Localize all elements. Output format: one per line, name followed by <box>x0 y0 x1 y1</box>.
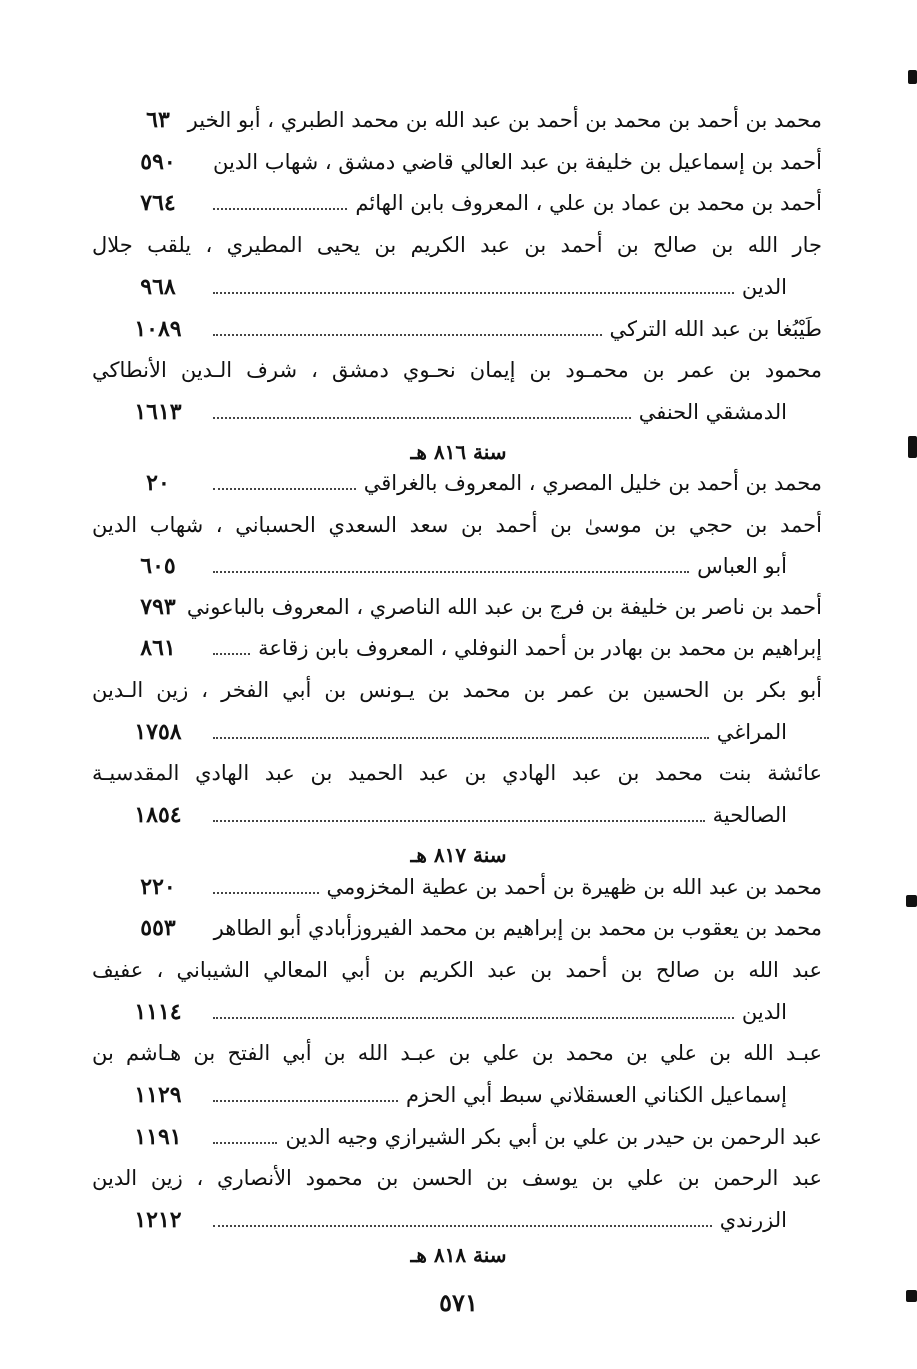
index-entry <box>205 633 822 663</box>
entry-number: ٢٠ <box>146 470 170 496</box>
index-entry <box>205 1122 822 1152</box>
index-entry <box>205 272 787 302</box>
leader-dots <box>213 208 347 210</box>
entry-number: ٦٠٥ <box>140 553 176 579</box>
year-heading: سنة ٨١٧ هـ <box>410 843 507 867</box>
index-entry <box>205 872 822 902</box>
entry-number: ١١٢٩ <box>134 1082 182 1108</box>
index-entry <box>205 1205 787 1235</box>
entry-name: أحمد بن إسماعيل بن خليفة بن عبد العالي قاضي دمشق ، شهاب الدين <box>213 150 822 174</box>
index-entry <box>205 468 822 498</box>
leader-dots <box>213 571 689 573</box>
entry-name: الزرندي <box>719 1208 787 1232</box>
entry-number: ٥٩٠ <box>140 149 176 175</box>
entry-name-line: أبو بكر بن الحسين بن عمر بن محمد بن يـونس بن أبي الفخر ، زين الـدين <box>92 678 822 702</box>
leader-dots <box>213 1017 734 1019</box>
entry-name: محمد بن أحمد بن محمد بن أحمد بن عبد الله بن محمد الطبري ، أبو الخير <box>187 108 822 132</box>
entry-number: ١١٩١ <box>134 1124 182 1150</box>
entry-name: الصالحية <box>712 803 787 827</box>
index-entry <box>205 800 787 830</box>
leader-dots <box>213 292 734 294</box>
entry-name: الدمشقي الحنفي <box>638 400 787 424</box>
leader-dots <box>213 334 602 336</box>
entry-name-line: عبـد الله بن علي بن محمد بن علي بن عبـد الله بن أبي الفتح بن هـاشم بن <box>92 1041 822 1065</box>
index-entry <box>186 592 822 622</box>
entry-number: ١٠٨٩ <box>134 316 182 342</box>
entry-number: ١٦١٣ <box>134 399 182 425</box>
leader-dots <box>213 1142 277 1144</box>
entry-name: عبد الرحمن بن حيدر بن علي بن أبي بكر الشيرازي وجيه الدين <box>285 1125 822 1149</box>
entry-name: محمد بن أحمد بن خليل المصري ، المعروف بالغراقي <box>363 471 822 495</box>
leader-dots <box>213 1225 712 1227</box>
index-entry <box>205 551 787 581</box>
entry-number: ١٢١٢ <box>134 1207 182 1233</box>
entry-number: ٢٢٠ <box>140 874 176 900</box>
entry-name: محمد بن عبد الله بن ظهيرة بن أحمد بن عطية المخزومي <box>326 875 822 899</box>
entry-name-line: أحمد بن حجي بن موسىٰ بن أحمد بن سعد السعدي الحسباني ، شهاب الدين <box>92 513 822 537</box>
entry-name-line: محمود بن عمر بن محمـود بن إيمان نحـوي دمشق ، شرف الـدين الأنطاكي <box>92 358 822 382</box>
entry-name: طَيْبُغا بن عبد الله التركي <box>609 317 822 341</box>
index-entry <box>205 717 787 747</box>
index-entry <box>205 188 822 218</box>
leader-dots <box>213 737 709 739</box>
index-entry <box>187 105 822 135</box>
entry-name: أبو العباس <box>697 554 787 578</box>
index-entry <box>205 314 822 344</box>
scan-mark <box>906 895 917 907</box>
scan-mark <box>908 436 917 458</box>
entry-number: ٩٦٨ <box>140 274 176 300</box>
entry-number: ٧٦٤ <box>140 190 176 216</box>
leader-dots <box>213 488 356 490</box>
entry-name: أحمد بن محمد بن عماد بن علي ، المعروف بابن الهائم <box>355 191 822 215</box>
entry-number: ١١١٤ <box>134 999 182 1025</box>
entry-number: ٨٦١ <box>140 635 176 661</box>
leader-dots <box>213 1100 398 1102</box>
entry-number: ٧٩٣ <box>140 594 176 620</box>
entry-name-line: عبد الرحمن بن علي بن يوسف بن الحسن بن محمود الأنصاري ، زين الدين <box>92 1166 822 1190</box>
entry-number: ١٧٥٨ <box>134 719 182 745</box>
index-entry <box>205 147 822 177</box>
entry-name-line: عبد الله بن صالح بن أحمد بن عبد الكريم بن أبي المعالي الشيباني ، عفيف <box>92 958 822 982</box>
index-entry <box>205 997 787 1027</box>
leader-dots <box>213 417 631 419</box>
leader-dots <box>213 820 705 822</box>
entry-name: الدين <box>741 1000 787 1024</box>
leader-dots <box>213 653 250 655</box>
index-entry <box>205 397 787 427</box>
leader-dots <box>213 892 319 894</box>
entry-name: المراغي <box>716 720 787 744</box>
entry-name: إسماعيل الكناني العسقلاني سبط أبي الحزم <box>405 1083 787 1107</box>
entry-name: أحمد بن ناصر بن خليفة بن فرج بن عبد الله الناصري ، المعروف بالباعوني <box>186 595 822 619</box>
entry-name: إبراهيم بن محمد بن بهادر بن أحمد النوفلي ، المعروف بابن زقاعة <box>258 636 822 660</box>
entry-number: ٦٣ <box>146 107 170 133</box>
year-heading: سنة ٨١٨ هـ <box>410 1243 507 1267</box>
entry-name-line: جار الله بن صالح بن أحمد بن عبد الكريم بن يحيى المطيري ، يلقب جلال <box>92 233 822 257</box>
page-number: ٥٧١ <box>439 1288 478 1317</box>
index-entry <box>205 1080 787 1110</box>
index-entry <box>205 913 822 943</box>
scan-mark <box>906 1290 917 1302</box>
entry-name-line: عائشة بنت محمد بن عبد الهادي بن عبد الحميد بن عبد الهادي المقدسيـة <box>92 761 822 785</box>
entry-number: ٥٥٣ <box>140 915 176 941</box>
scan-mark <box>908 70 917 84</box>
entry-name: محمد بن يعقوب بن محمد بن إبراهيم بن محمد الفيروزأبادي أبو الطاهر <box>213 916 822 940</box>
entry-name: الدين <box>741 275 787 299</box>
entry-number: ١٨٥٤ <box>134 802 182 828</box>
year-heading: سنة ٨١٦ هـ <box>410 440 507 464</box>
